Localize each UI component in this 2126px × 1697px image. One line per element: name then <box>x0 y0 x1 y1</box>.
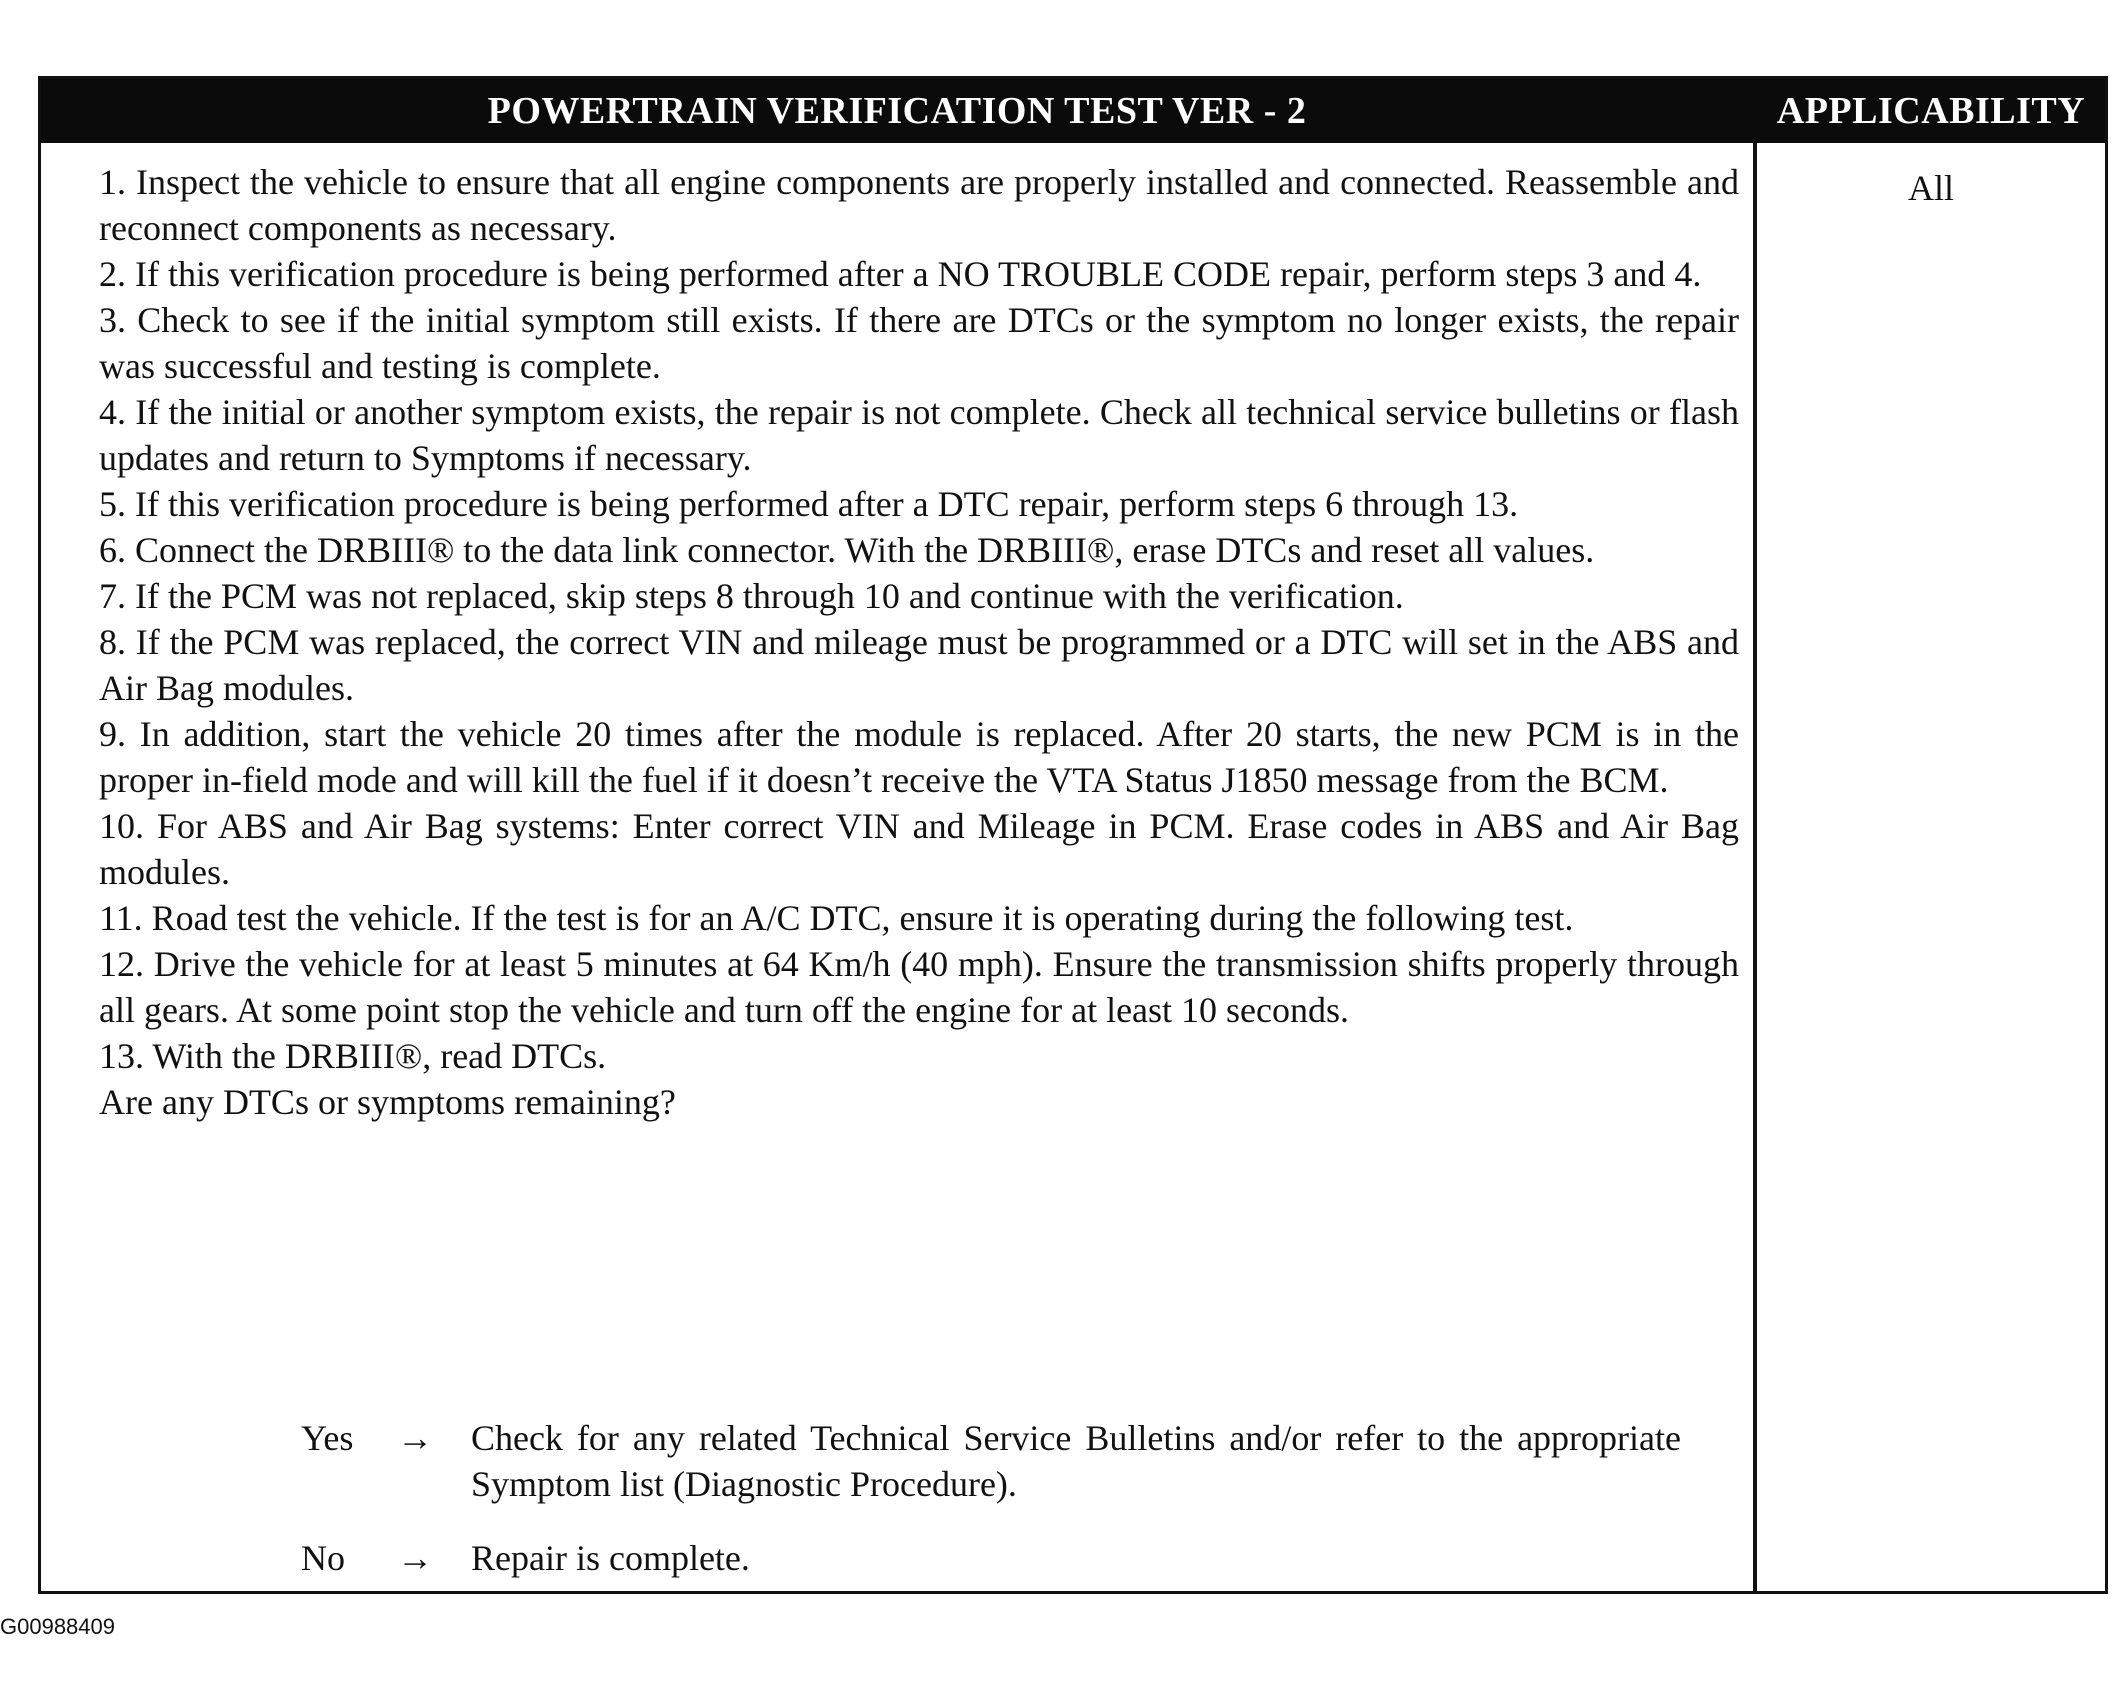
answer-no-text: Repair is complete. <box>471 1538 750 1578</box>
step-6: 6. Connect the DRBIII® to the data link connector. With the DRBIII®, erase DTCs and reset all values. <box>99 530 1595 570</box>
step-9: 9. In addition, start the vehicle 20 times after the module is replaced. After 20 starts, the new PCM is in the proper in-field mode and will kill the fuel if it doesn’t receive the VTA Status J1850 message from the BCM. <box>99 714 1739 800</box>
header-applicability: APPLICABILITY <box>1776 90 2086 132</box>
step-8: 8. If the PCM was replaced, the correct VIN and mileage must be programmed or a DTC will set in the ABS and Air Bag modules. <box>99 622 1739 708</box>
verification-test-table <box>38 76 2108 1594</box>
step-4: 4. If the initial or another symptom exists, the repair is not complete. Check all technical service bulletins or flash updates and return to Symptoms if necessary. <box>99 392 1739 478</box>
question: Are any DTCs or symptoms remaining? <box>99 1082 676 1122</box>
step-3: 3. Check to see if the initial symptom still exists. If there are DTCs or the symptom no longer exists, the repair was successful and testing is complete. <box>99 300 1739 386</box>
header-title: POWERTRAIN VERIFICATION TEST VER - 2 <box>487 90 1307 132</box>
step-10: 10. For ABS and Air Bag systems: Enter correct VIN and Mileage in PCM. Erase codes in ABS and Air Bag modules. <box>99 806 1739 892</box>
right-arrow-icon: → <box>397 1418 433 1458</box>
step-2: 2. If this verification procedure is being performed after a NO TROUBLE CODE repair, perform steps 3 and 4. <box>99 254 1702 294</box>
step-5: 5. If this verification procedure is being performed after a DTC repair, perform steps 6 through 13. <box>99 484 1519 524</box>
table-header <box>41 79 2105 143</box>
answer-yes-label: Yes <box>301 1418 354 1458</box>
answer-no-label: No <box>301 1538 345 1578</box>
step-11: 11. Road test the vehicle. If the test is for an A/C DTC, ensure it is operating during the following test. <box>99 898 1574 938</box>
step-1: 1. Inspect the vehicle to ensure that all engine components are properly installed and connected. Reassemble and reconnect components as necessary. <box>99 162 1739 248</box>
figure-id: G00988409 <box>0 1614 115 1639</box>
right-arrow-icon: → <box>397 1538 433 1578</box>
answer-yes-text: Check for any related Technical Service Bulletins and/or refer to the appropriate Symptom list (Diagnostic Procedure). <box>471 1418 1681 1504</box>
step-13: 13. With the DRBIII®, read DTCs. <box>99 1036 607 1076</box>
step-12: 12. Drive the vehicle for at least 5 minutes at 64 Km/h (40 mph). Ensure the transmission shifts properly through all gears. At some point stop the vehicle and turn off the engine for at least 10 seconds. <box>99 944 1739 1030</box>
step-7: 7. If the PCM was not replaced, skip steps 8 through 10 and continue with the verification. <box>99 576 1404 616</box>
column-divider <box>1753 143 1757 1591</box>
applicability-value: All <box>1907 168 1954 208</box>
procedure-steps <box>99 159 1739 1125</box>
